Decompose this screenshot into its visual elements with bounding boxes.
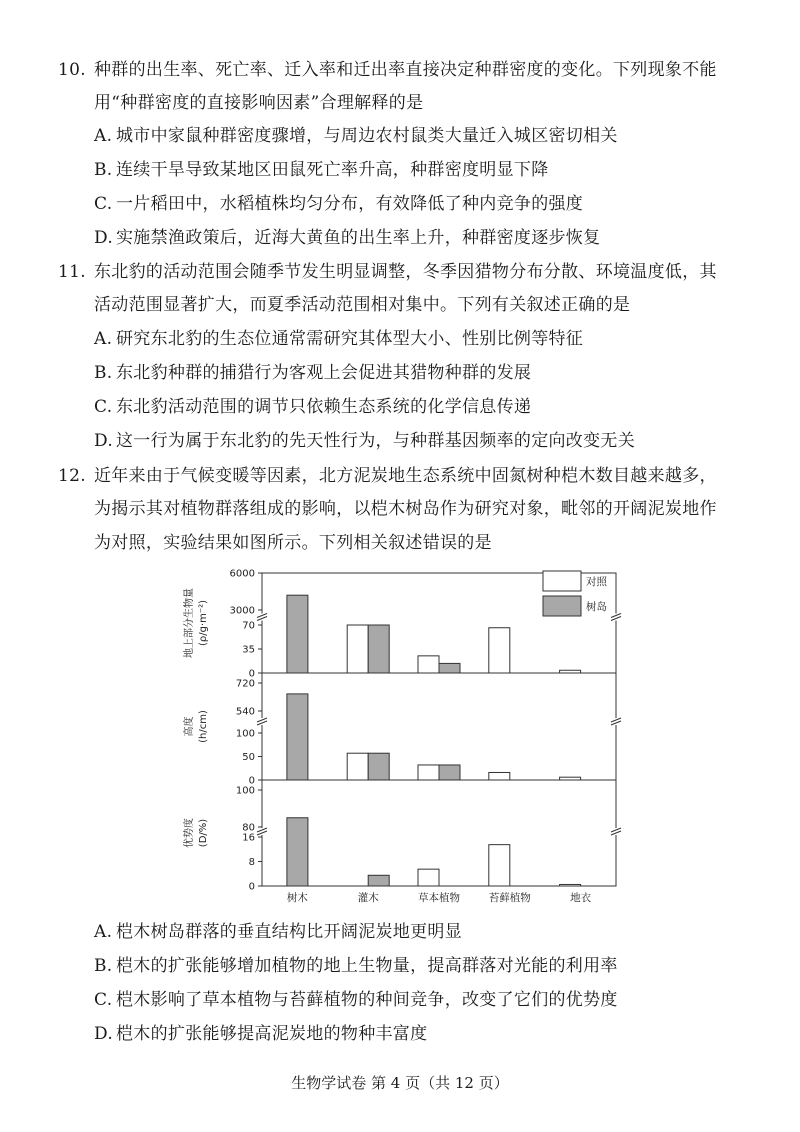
option-text: 桤木树岛群落的垂直结构比开阔泥炭地更明显 xyxy=(116,922,462,942)
q11-stem-line xyxy=(58,260,717,284)
x-category-label: 地衣 xyxy=(570,892,592,904)
page-footer: 生物学试卷 第 4 页（共 12 页） xyxy=(291,1074,509,1092)
question-number: 12. xyxy=(58,466,86,486)
option-text: 桤木的扩张能够提高泥炭地的物种丰富度 xyxy=(116,1024,428,1044)
q12-stem-line: 为揭示其对植物群落组成的影响，以桤木树岛作为研究对象，毗邻的开阔泥炭地作 xyxy=(94,499,717,519)
legend-swatch xyxy=(543,571,581,591)
option-letter: D. xyxy=(94,431,114,451)
answer-option-a[interactable] xyxy=(94,920,462,944)
bar-对照 xyxy=(489,845,510,886)
option-letter: C. xyxy=(94,990,113,1010)
y-axis-label: 优势度 xyxy=(184,818,195,848)
bar-树岛 xyxy=(439,663,460,673)
q10-stem-line xyxy=(58,58,717,82)
bar-对照 xyxy=(347,753,368,780)
y-tick-label: 35 xyxy=(242,644,255,656)
q11-stem-line: 活动范围显著扩大，而夏季活动范围相对集中。下列有关叙述正确的是 xyxy=(94,295,631,315)
y-axis-label: (ρ/g·m⁻²) xyxy=(198,599,209,647)
question-stem-text: 种群的出生率、死亡率、迁入率和迁出率直接决定种群密度的变化。下列现象不能 xyxy=(94,60,717,80)
answer-option-c[interactable] xyxy=(94,192,583,216)
bar-对照 xyxy=(347,625,368,673)
answer-option-d[interactable] xyxy=(94,429,635,453)
option-letter: C. xyxy=(94,194,113,214)
panel-frame xyxy=(262,673,616,780)
option-text: 实施禁渔政策后，近海大黄鱼的出生率上升，种群密度逐步恢复 xyxy=(116,228,601,248)
bar-树岛 xyxy=(439,765,460,780)
y-tick-label: 0 xyxy=(248,881,255,893)
bar-树岛 xyxy=(368,753,389,780)
q10-stem-line: 用“种群密度的直接影响因素”合理解释的是 xyxy=(94,93,424,113)
y-axis-label: (h/cm) xyxy=(198,710,209,743)
legend-label: 树岛 xyxy=(586,601,607,613)
answer-option-c[interactable] xyxy=(94,988,618,1012)
answer-option-a[interactable] xyxy=(94,124,618,148)
question-stem-text: 东北豹的活动范围会随季节发生明显调整，冬季因猎物分布分散、环境温度低，其 xyxy=(94,262,717,282)
answer-option-a[interactable] xyxy=(94,327,583,351)
y-tick-label: 720 xyxy=(235,678,255,690)
y-tick-label: 3000 xyxy=(229,605,255,617)
option-letter: D. xyxy=(94,1024,114,1044)
question-stem-text: 近年来由于气候变暖等因素，北方泥炭地生态系统中固氮树种桤木数目越来越多， xyxy=(94,466,717,486)
question-number: 10. xyxy=(58,60,86,80)
bar-对照 xyxy=(560,884,581,886)
y-tick-label: 0 xyxy=(248,775,255,787)
answer-option-b[interactable] xyxy=(94,954,618,978)
x-category-label: 苔藓植物 xyxy=(488,892,531,904)
bar-树岛 xyxy=(287,694,308,780)
bar-chart xyxy=(170,565,630,910)
q12-stem-line xyxy=(58,464,717,488)
legend-swatch xyxy=(543,596,581,616)
option-letter: A. xyxy=(94,126,113,146)
option-text: 研究东北豹的生态位通常需研究其体型大小、性别比例等特征 xyxy=(116,329,584,349)
answer-option-b[interactable] xyxy=(94,158,549,182)
y-tick-label: 16 xyxy=(242,832,255,844)
bar-对照 xyxy=(418,765,439,780)
option-text: 一片稻田中，水稻植株均匀分布，有效降低了种内竞争的强度 xyxy=(116,194,584,214)
option-text: 桤木的扩张能够增加植物的地上生物量，提高群落对光能的利用率 xyxy=(116,956,618,976)
option-letter: B. xyxy=(94,363,113,383)
bar-对照 xyxy=(489,628,510,673)
bar-对照 xyxy=(418,656,439,673)
option-letter: A. xyxy=(94,922,113,942)
y-tick-label: 6000 xyxy=(229,568,255,580)
bar-树岛 xyxy=(287,595,308,673)
question-number: 11. xyxy=(58,262,86,282)
option-letter: B. xyxy=(94,956,113,976)
answer-option-d[interactable] xyxy=(94,226,600,250)
option-text: 东北豹活动范围的调节只依赖生态系统的化学信息传递 xyxy=(116,397,532,417)
legend-label: 对照 xyxy=(586,576,607,588)
answer-option-b[interactable] xyxy=(94,361,531,385)
option-letter: A. xyxy=(94,329,113,349)
y-tick-label: 50 xyxy=(242,752,255,763)
option-text: 这一行为属于东北豹的先天性行为，与种群基因频率的定向改变无关 xyxy=(116,431,635,451)
y-tick-label: 100 xyxy=(235,785,255,797)
x-category-label: 树木 xyxy=(286,892,308,904)
y-tick-label: 70 xyxy=(242,620,255,632)
answer-option-c[interactable] xyxy=(94,395,531,419)
bar-对照 xyxy=(489,772,510,780)
option-text: 桤木影响了草本植物与苔藓植物的种间竞争，改变了它们的优势度 xyxy=(116,990,618,1010)
option-letter: D. xyxy=(94,228,114,248)
x-category-label: 灌木 xyxy=(357,892,379,904)
y-axis-label: 高度 xyxy=(184,716,195,737)
x-category-label: 草本植物 xyxy=(418,892,460,904)
bar-树岛 xyxy=(287,818,308,886)
y-axis-label: 地上部分生物量 xyxy=(184,588,195,658)
y-tick-label: 0 xyxy=(248,668,255,680)
option-text: 城市中家鼠种群密度骤增，与周边农村鼠类大量迁入城区密切相关 xyxy=(116,126,618,146)
option-text: 东北豹种群的捕猎行为客观上会促进其猎物种群的发展 xyxy=(116,363,532,383)
y-tick-label: 80 xyxy=(242,822,255,834)
y-axis-label: (D/%) xyxy=(198,818,209,848)
answer-option-d[interactable] xyxy=(94,1022,427,1046)
y-tick-label: 100 xyxy=(235,728,255,740)
bar-树岛 xyxy=(368,875,389,886)
bar-树岛 xyxy=(368,625,389,673)
bar-对照 xyxy=(418,869,439,886)
y-tick-label: 8 xyxy=(248,857,255,868)
y-tick-label: 540 xyxy=(235,706,255,718)
option-letter: C. xyxy=(94,397,113,417)
option-text: 连续干旱导致某地区田鼠死亡率升高，种群密度明显下降 xyxy=(116,160,549,180)
option-letter: B. xyxy=(94,160,113,180)
q12-stem-line: 为对照，实验结果如图所示。下列相关叙述错误的是 xyxy=(94,533,492,553)
